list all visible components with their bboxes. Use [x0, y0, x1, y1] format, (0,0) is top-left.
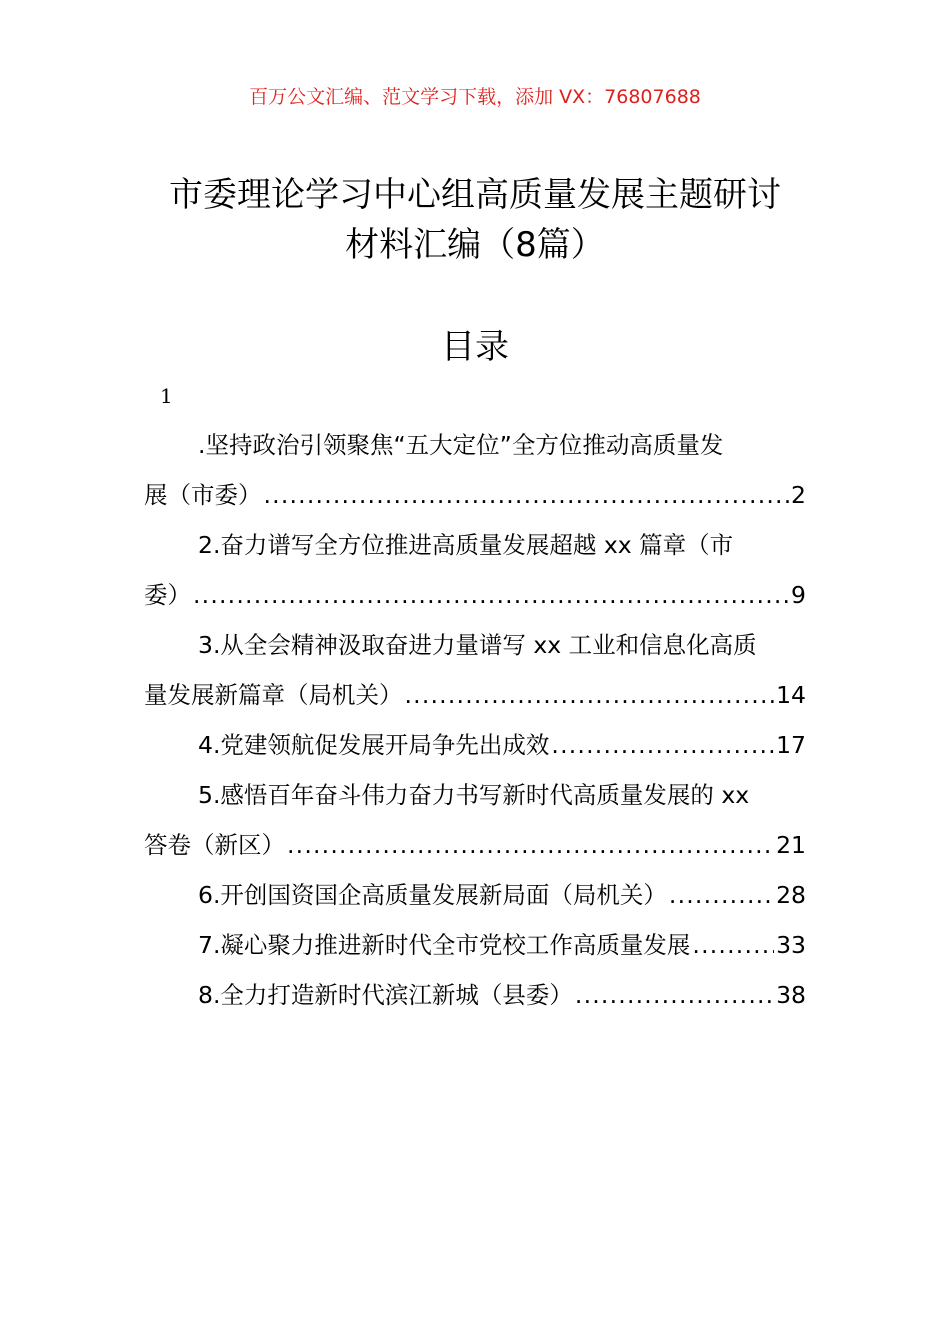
toc-entry-title-text: 4.党建领航促发展开局争先出成效 — [198, 731, 550, 759]
toc-entry-continuation — [144, 470, 806, 520]
toc-page-number: 33 — [776, 931, 806, 959]
toc-entry-title — [144, 520, 806, 570]
toc-entry-title-text: 5.感悟百年奋斗伟力奋力书写新时代高质量发展的 xx — [198, 781, 750, 809]
dot-leader — [692, 920, 774, 970]
toc-page-number: 2 — [791, 481, 806, 509]
toc-entry-title-cont: 委） — [144, 581, 191, 609]
dot-leader — [405, 670, 775, 720]
toc-entry-title-text: 3.从全会精神汲取奋进力量谱写 xx 工业和信息化高质 — [198, 631, 757, 659]
toc-entry-1[interactable] — [144, 420, 806, 520]
dot-leader — [551, 720, 774, 770]
toc-entry-7[interactable] — [144, 920, 806, 970]
toc-page-number: 38 — [776, 981, 806, 1009]
toc-entry-8[interactable] — [144, 970, 806, 1020]
table-of-contents — [144, 420, 806, 1020]
toc-entry-title — [144, 970, 806, 1020]
toc-page-number: 21 — [776, 831, 806, 859]
toc-entry-5[interactable] — [144, 770, 806, 870]
toc-entry-4[interactable] — [144, 720, 806, 770]
watermark-banner: 百万公文汇编、范文学习下载，添加 VX：76807688 — [249, 86, 701, 108]
toc-entry-continuation — [144, 570, 806, 620]
toc-index-number: 1 — [160, 384, 173, 408]
toc-entry-2[interactable] — [144, 520, 806, 620]
toc-entry-title-text: 2.奋力谱写全方位推进高质量发展超越 xx 篇章（市 — [198, 531, 734, 559]
toc-entry-title-cont: 量发展新篇章（局机关） — [144, 681, 403, 709]
toc-entry-title — [144, 770, 806, 820]
toc-page-number: 9 — [791, 581, 806, 609]
document-title-line-1: 市委理论学习中心组高质量发展主题研讨 — [169, 175, 781, 215]
toc-entry-title — [144, 920, 806, 970]
toc-entry-title-cont: 展（市委） — [144, 481, 262, 509]
toc-heading: 目录 — [441, 327, 509, 367]
document-title — [0, 170, 950, 270]
document-title-line-2: 材料汇编（8篇） — [345, 225, 605, 265]
toc-page-number: 28 — [776, 881, 806, 909]
toc-entry-title — [144, 420, 806, 470]
toc-entry-title-text: 6.开创国资国企高质量发展新局面（局机关） — [198, 881, 667, 909]
toc-entry-title-cont: 答卷（新区） — [144, 831, 285, 859]
toc-page-number: 14 — [776, 681, 806, 709]
toc-entry-continuation — [144, 820, 806, 870]
toc-entry-3[interactable] — [144, 620, 806, 720]
toc-entry-continuation — [144, 670, 806, 720]
dot-leader — [287, 820, 774, 870]
dot-leader — [264, 470, 790, 520]
toc-entry-title-text: 8.全力打造新时代滨江新城（县委） — [198, 981, 573, 1009]
toc-entry-title — [144, 870, 806, 920]
toc-entry-title — [144, 720, 806, 770]
toc-page-number: 17 — [776, 731, 806, 759]
dot-leader — [193, 570, 789, 620]
dot-leader — [669, 870, 774, 920]
toc-entry-title-text: .坚持政治引领聚焦“五大定位”全方位推动高质量发 — [198, 431, 724, 459]
toc-entry-6[interactable] — [144, 870, 806, 920]
dot-leader — [575, 970, 774, 1020]
toc-entry-title-text: 7.凝心聚力推进新时代全市党校工作高质量发展 — [198, 931, 691, 959]
toc-entry-title — [144, 620, 806, 670]
